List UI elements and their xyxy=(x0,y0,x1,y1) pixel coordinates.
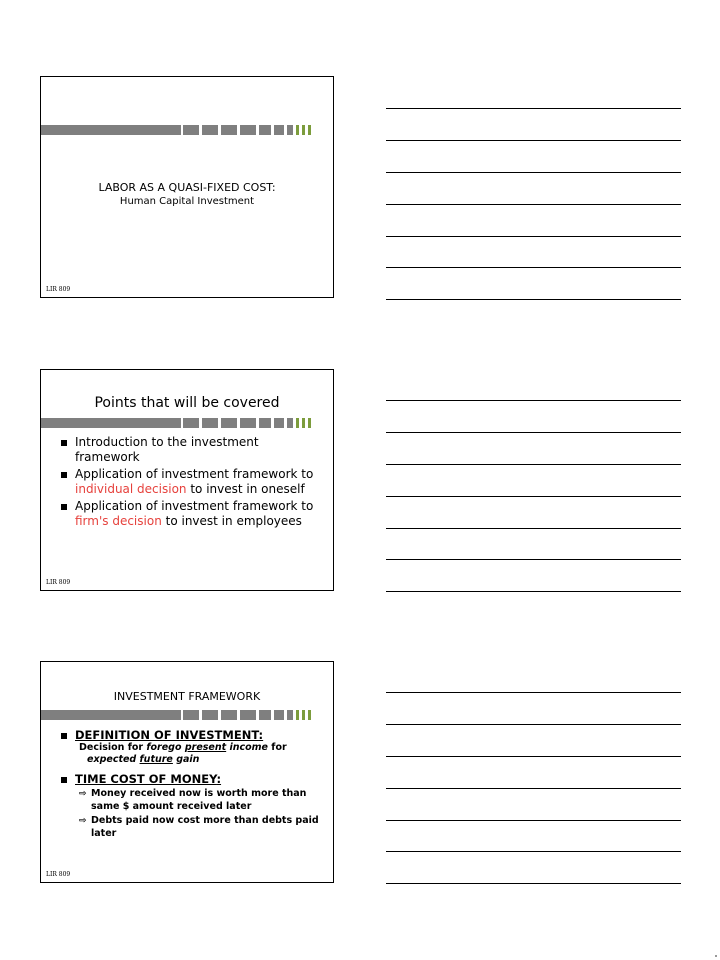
sub-point: ⇨ Debts paid now cost more than debts paid later xyxy=(79,815,319,839)
time-cost-heading: TIME COST OF MONEY: xyxy=(61,772,323,786)
slide-title-line2: Human Capital Investment xyxy=(119,196,255,207)
slide-header-bar xyxy=(41,125,333,135)
definition-heading: DEFINITION OF INVESTMENT: xyxy=(61,728,323,742)
definition-block xyxy=(61,728,323,840)
slide-title-line1: LABOR AS A QUASI-FIXED COST: xyxy=(98,181,276,194)
bullet-item: Introduction to the investment framework xyxy=(61,435,317,464)
arrow-icon: ⇨ xyxy=(79,789,87,799)
slide-header-bar xyxy=(41,418,333,428)
slide-footer: LIR 809 xyxy=(46,286,71,293)
bullet-list xyxy=(61,435,317,531)
slide-header-bar xyxy=(41,710,333,720)
page-marker xyxy=(715,955,717,957)
slide-title: Points that will be covered xyxy=(94,395,280,411)
slide-1 xyxy=(40,76,334,298)
slide-footer: LIR 809 xyxy=(46,579,71,586)
slide-2 xyxy=(40,369,334,591)
bullet-item: Application of investment framework to individual decision to invest in oneself xyxy=(61,467,317,496)
slide-footer: LIR 809 xyxy=(46,871,71,878)
arrow-icon: ⇨ xyxy=(79,816,87,826)
bullet-item: Application of investment framework to firm's decision to invest in employees xyxy=(61,499,317,528)
slide-3 xyxy=(40,661,334,883)
sub-point: ⇨ Money received now is worth more than same $ amount received later xyxy=(79,788,307,812)
slide-title: INVESTMENT FRAMEWORK xyxy=(113,690,261,703)
definition-body: Decision for forego present income for expected future gain xyxy=(79,742,287,765)
